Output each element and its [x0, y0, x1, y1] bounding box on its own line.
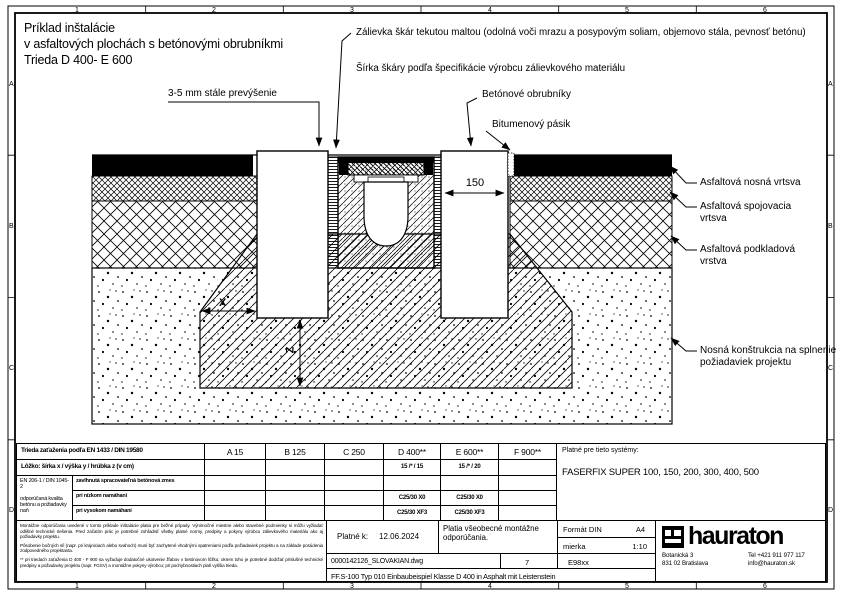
company-email: info@hauraton.sk	[748, 559, 795, 567]
hauraton-logo-icon	[662, 526, 684, 548]
disclaimer-p3: ** pri triedach zaťaženia D 400 - F 900 sa vyžaduje dodatočné ukotvenie žľabov v betónovom lôžku; okrem toho je potrebné dodržať príslušné technické predpisy a požiadavky projektu (napr. FGSV) a montážne pokyny výrobcu; pri pochybnostiach platí vyššia trieda.	[20, 556, 323, 568]
sheet-cell	[500, 553, 558, 569]
company-phone: Tel +421 911 977 117	[748, 552, 805, 559]
ruler-top-1: 1	[75, 7, 79, 14]
annotation-layer-base: Asfaltová podkladová vrstva	[700, 244, 796, 267]
annotation-layer-binder: Asfaltová spojovacia vrtsva	[700, 201, 792, 224]
ruler-top-4: 4	[488, 7, 492, 14]
page-title-line1: Príklad inštalácie	[24, 21, 115, 35]
ruler-bottom-1: 1	[75, 583, 79, 590]
annotation-protrusion: 3-5 mm stále prevýšenie	[168, 88, 277, 99]
company-address	[662, 552, 708, 567]
dimension-z: Z	[284, 346, 297, 354]
spec-moist-f900	[498, 475, 557, 491]
doc-code-cell	[557, 553, 656, 569]
company-contact	[748, 552, 805, 567]
systems-value: FASERFIX SUPER 100, 150, 200, 300, 400, 500	[562, 467, 759, 478]
ruler-bottom-4: 4	[488, 583, 492, 590]
spec-row-moist-label: zavlhnutá spracovateľná betónová zmes	[72, 475, 205, 491]
general-note: Platia všeobecné montážne odporúčania.	[443, 524, 539, 542]
spec-high-a15	[204, 505, 266, 521]
valid-label: Platné k:	[337, 532, 369, 541]
annotation-layer-wearing: Asfaltová nosná vrtsva	[700, 177, 801, 188]
ruler-right-a: A	[828, 81, 833, 88]
spec-high-e600: C25/30 XF3	[440, 505, 499, 521]
annotation-curbs: Betónové obrubníky	[482, 89, 571, 100]
company-name: hauraton	[688, 522, 783, 550]
disclaimer-cell	[16, 520, 327, 582]
ruler-right-d: D	[828, 507, 834, 514]
ruler-bottom-3: 3	[350, 583, 354, 590]
ruler-bottom-6: 6	[763, 583, 767, 590]
format-label: Formát DIN	[563, 525, 602, 534]
doc-code: E98xx	[568, 558, 589, 567]
page-title-line3: Trieda D 400- E 600	[24, 53, 133, 67]
spec-high-b125	[265, 505, 325, 521]
spec-class-e600: E 600**	[440, 443, 499, 460]
spec-bedding-b125	[265, 459, 325, 476]
spec-concrete-norm-cell	[16, 475, 73, 521]
spec-high-f900	[498, 505, 557, 521]
systems-label: Platné pre tieto systémy:	[562, 447, 639, 454]
drawing-title: FF.S-100 Typ 010 Einbaubeispiel Klasse D 400 in Asphalt mit Leistenstein	[331, 572, 556, 581]
ruler-top-6: 6	[763, 7, 767, 14]
page-title-line2: v asfaltových plochách s betónovými obrubníkmi	[24, 37, 283, 51]
spec-bedding-e600: 15 /* / 20	[440, 459, 499, 476]
annotation-grout: Zálievka škár tekutou maltou (odolná voči mrazu a posypovým soliam, objemovo stála, pevnosť betónu)	[356, 27, 806, 38]
file-name-cell	[326, 553, 501, 569]
spec-moist-d400	[383, 475, 441, 491]
spec-load-class-label: Trieda zaťaženia podľa EN 1433 / DIN 19580	[16, 443, 205, 460]
spec-moist-c250	[324, 475, 384, 491]
spec-low-d400: C25/30 X0	[383, 490, 441, 506]
spec-class-a15: A 15	[204, 443, 266, 460]
spec-concrete-note: odporúčaná kvalita betónu a požiadavky naň	[20, 496, 67, 514]
spec-class-d400: D 400**	[383, 443, 441, 460]
spec-concrete-norm: EN 206-1 / DIN 1045-2	[20, 478, 69, 490]
spec-low-a15	[204, 490, 266, 506]
format-value: A4	[635, 525, 645, 534]
sheet-number: 7	[525, 558, 530, 567]
spec-row-low-label: pri nízkom namáhaní	[72, 490, 205, 506]
ruler-right-b: B	[828, 223, 833, 230]
valid-date: 12.06.2024	[379, 532, 420, 541]
spec-high-c250	[324, 505, 384, 521]
spec-high-d400: C25/30 XF3	[383, 505, 441, 521]
annotation-joint-width: Šírka škáry podľa špecifikácie výrobcu zálievkového materiálu	[356, 63, 626, 74]
ruler-right-c: C	[828, 365, 834, 372]
disclaimer-p1: Montážne odporúčania uvedené v tomto príklade inštalácie platia pre bežné prípady. Výnimočné miestne alebo stavebné podmienky si môžu vyžiadať odlišné technické riešenia. Pred začatím prác je potrebné zohľadniť všetky platné normy, predpisy a pokyny výrobcu zálievkového materiálu ako aj požiadavky projektu.	[20, 523, 323, 540]
company-cell	[655, 520, 826, 582]
company-address1: Botanická 3	[662, 552, 694, 559]
file-name: 0000142126_SLOVAKIAN.dwg	[331, 558, 423, 565]
ruler-top-2: 2	[212, 7, 216, 14]
spec-moist-a15	[204, 475, 266, 491]
ruler-left-b: B	[9, 223, 14, 230]
spec-bedding-a15	[204, 459, 266, 476]
dimension-150: 150	[465, 177, 485, 189]
spec-low-f900	[498, 490, 557, 506]
ruler-top-5: 5	[625, 7, 629, 14]
spec-moist-b125	[265, 475, 325, 491]
ruler-left-d: D	[9, 507, 15, 514]
spec-row-high-label: pri vysokom namáhaní	[72, 505, 205, 521]
drawing-title-cell	[326, 568, 656, 582]
ruler-bottom-5: 5	[625, 583, 629, 590]
ruler-top-3: 3	[350, 7, 354, 14]
scale-cell	[557, 537, 656, 554]
spec-low-b125	[265, 490, 325, 506]
format-cell	[557, 520, 656, 538]
spec-low-c250	[324, 490, 384, 506]
annotation-bitumen-strip: Bitumenový pásik	[492, 119, 571, 130]
disclaimer-p2: Pôsobenie bočných síl (napr. pri krajniciach alebo svahoch) musí byť zachytené vhodnými opatreniami podľa požiadaviek projektu a na základe posúdenia zodpovedného projektanta.	[20, 542, 323, 554]
systems-cell	[556, 443, 826, 521]
company-address2: 831 02 Bratislava	[662, 559, 709, 567]
ruler-left-a: A	[9, 81, 14, 88]
valid-cell	[326, 520, 439, 554]
spec-class-b125: B 125	[265, 443, 325, 460]
spec-bedding-d400: 15 /* / 15	[383, 459, 441, 476]
dimension-x: X	[219, 297, 227, 309]
spec-moist-e600	[440, 475, 499, 491]
scale-value: 1:10	[632, 542, 647, 551]
scale-label: mierka	[563, 542, 586, 551]
annotation-substructure: Nosná konštrukcia na splnenie požiadaviek projektu	[700, 345, 837, 368]
spec-bedding-f900	[498, 459, 557, 476]
general-note-cell	[438, 520, 558, 554]
spec-low-e600: C25/30 X0	[440, 490, 499, 506]
spec-class-c250: C 250	[324, 443, 384, 460]
ruler-left-c: C	[9, 365, 15, 372]
ruler-bottom-2: 2	[212, 583, 216, 590]
spec-bedding-label: Lôžko: šírka x / výška y / hrúbka z (v cm)	[16, 459, 205, 476]
spec-bedding-c250	[324, 459, 384, 476]
spec-class-f900: F 900**	[498, 443, 557, 460]
